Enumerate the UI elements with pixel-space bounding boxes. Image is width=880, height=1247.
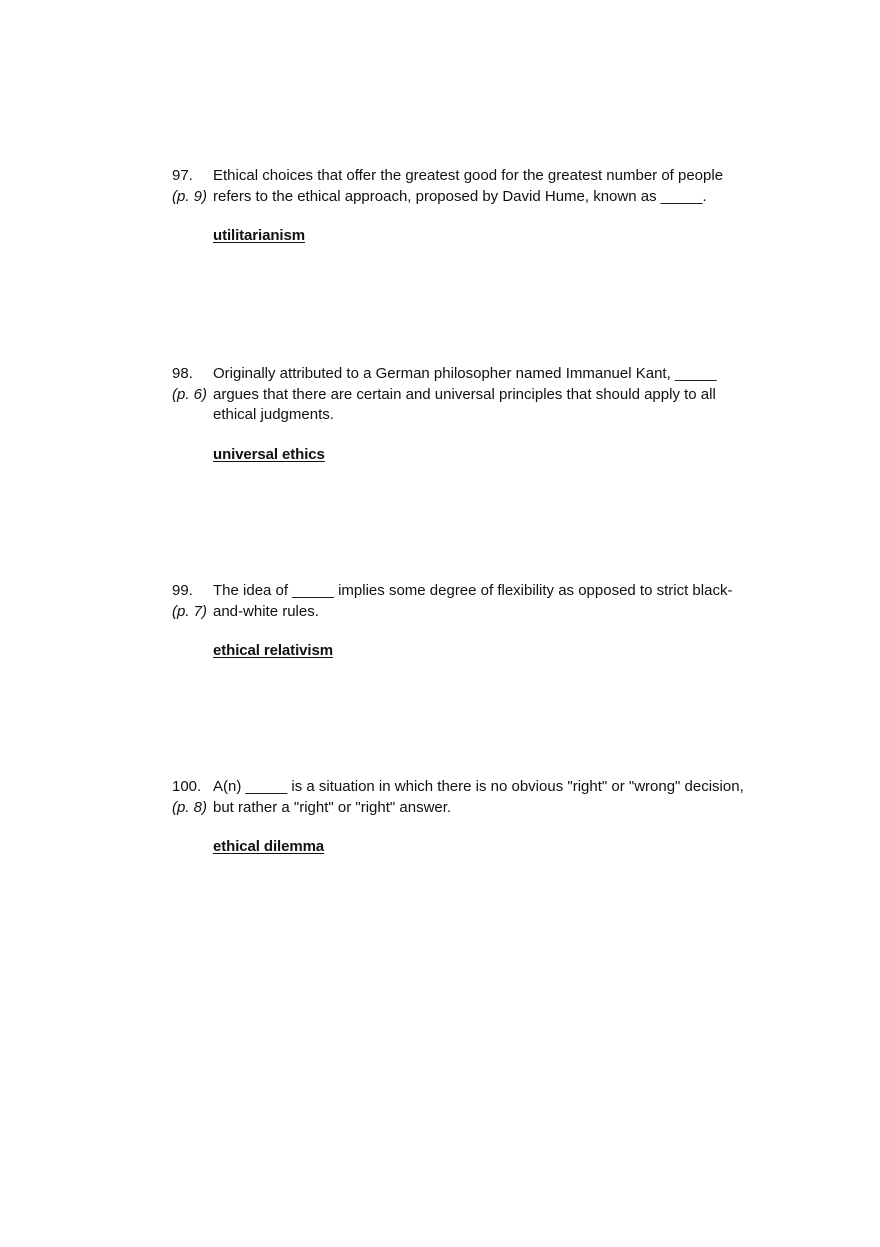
question-number: 100.	[172, 778, 202, 795]
question-98	[172, 364, 752, 465]
page-reference: (p. 7)	[172, 602, 208, 620]
question-marker	[172, 166, 213, 207]
page-reference: (p. 9)	[172, 187, 208, 205]
question-row	[172, 581, 752, 622]
question-text: The idea of _____ implies some degree of flexibility as opposed to strict black- and-white rules.	[213, 582, 733, 620]
question-row	[172, 777, 752, 818]
question-number: 99.	[172, 582, 193, 599]
question-marker	[172, 581, 213, 622]
question-text: A(n) _____ is a situation in which there is no obvious "right" or "wrong" decision, but rather a "right" or "right" answer.	[213, 778, 744, 816]
page-reference: (p. 6)	[172, 385, 208, 403]
answer-text: ethical dilemma	[213, 838, 325, 855]
question-row	[172, 166, 752, 207]
question-marker	[172, 777, 213, 818]
question-row	[172, 364, 752, 426]
question-100	[172, 777, 752, 857]
question-97	[172, 166, 752, 246]
question-text: Originally attributed to a German philosopher named Immanuel Kant, _____ argues that there are certain and universal principles that should apply to all ethical judgments.	[213, 365, 717, 423]
question-number: 97.	[172, 167, 193, 184]
answer-text: ethical relativism	[213, 642, 333, 659]
question-number: 98.	[172, 365, 193, 382]
answer-text: universal ethics	[213, 445, 325, 463]
question-marker	[172, 364, 213, 405]
question-99	[172, 581, 752, 661]
page-reference: (p. 8)	[172, 798, 208, 816]
answer-text: utilitarianism	[213, 227, 305, 244]
question-text: Ethical choices that offer the greatest good for the greatest number of people refers to the ethical approach, proposed by David Hume, known as _____.	[213, 167, 724, 205]
